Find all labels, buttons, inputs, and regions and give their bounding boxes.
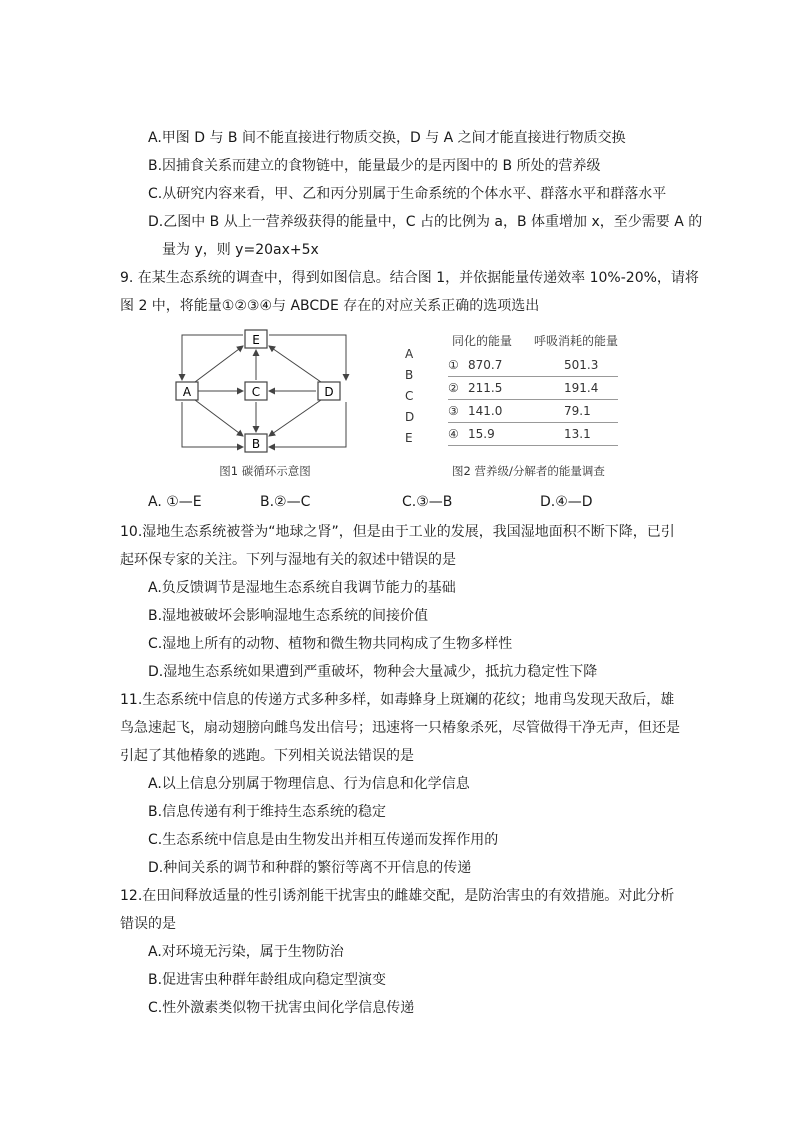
q8-option-a: A.甲图 D 与 B 间不能直接进行物质交换，D 与 A 之间才能直接进行物质交换: [148, 130, 626, 146]
node-e-label: E: [252, 333, 260, 347]
row-assimilated: 211.5: [468, 381, 503, 395]
table-row: [448, 423, 618, 446]
q12-option-a: A.对环境无污染，属于生物防治: [148, 944, 344, 960]
carbon-cycle-diagram: [170, 322, 360, 482]
node-a-label: A: [182, 385, 192, 399]
row-respiration: 501.3: [564, 358, 599, 372]
q9-stem-line1: 9. 在某生态系统的调查中，得到如图信息。结合图 1，并依据能量传递效率 10%-20%，请将: [120, 270, 699, 286]
fig2-letter-e: E: [405, 431, 413, 445]
fig2-letter-b: B: [405, 368, 414, 382]
fig2-caption: 图2 营养级/分解者的能量调查: [452, 464, 605, 478]
q9-answers: [148, 494, 668, 514]
header-assimilated: 同化的能量: [452, 334, 513, 348]
q12-option-b: B.促进害虫种群年龄组成向稳定型演变: [148, 972, 387, 988]
row-id: ④: [448, 427, 459, 441]
q11-option-c: C.生态系统中信息是由生物发出并相互传递而发挥作用的: [148, 832, 499, 848]
energy-table-header: [448, 332, 618, 354]
q9-figure: [170, 322, 640, 490]
q10-option-a: A.负反馈调节是湿地生态系统自我调节能力的基础: [148, 580, 456, 596]
q10-option-b: B.湿地被破坏会影响湿地生态系统的间接价值: [148, 608, 429, 624]
table-row: [448, 400, 618, 423]
q8-option-d-continuation: 量为 y，则 y=20ax+5x: [162, 242, 319, 258]
fig2-letter-d: D: [405, 410, 415, 424]
row-id: ②: [448, 381, 459, 395]
row-respiration: 191.4: [564, 381, 599, 395]
fig1-caption: 图1 碳循环示意图: [219, 464, 311, 478]
row-respiration: 79.1: [564, 404, 591, 418]
q9-answer-d: D.④—D: [540, 494, 593, 510]
q10-option-c: C.湿地上所有的动物、植物和微生物共同构成了生物多样性: [148, 636, 513, 652]
row-id: ③: [448, 404, 459, 418]
q12-option-c: C.性外激素类似物干扰害虫间化学信息传递: [148, 1000, 415, 1016]
table-row: [448, 377, 618, 400]
q8-option-c: C.从研究内容来看，甲、乙和丙分别属于生命系统的个体水平、群落水平和群落水平: [148, 186, 667, 202]
q9-answer-b: B.②—C: [260, 494, 311, 510]
q11-option-b: B.信息传递有利于维持生态系统的稳定: [148, 804, 387, 820]
q11-stem-line2: 鸟急速起飞，扇动翅膀向雌鸟发出信号；迅速将一只椿象杀死，尽管做得干净无声，但还是: [120, 720, 680, 736]
row-assimilated: 870.7: [468, 358, 503, 372]
q9-answer-a: A. ①—E: [148, 494, 202, 510]
q11-option-d: D.种间关系的调节和种群的繁衍等离不开信息的传递: [148, 860, 472, 876]
node-c-label: C: [251, 385, 261, 399]
node-b-label: B: [251, 437, 261, 451]
q10-option-d: D.湿地生态系统如果遭到严重破坏，物种会大量减少，抵抗力稳定性下降: [148, 664, 598, 680]
fig2-row-letters: [405, 344, 414, 449]
table-row: [448, 354, 618, 377]
q8-option-b: B.因捕食关系而建立的食物链中，能量最少的是丙图中的 B 所处的营养级: [148, 158, 601, 174]
q9-stem-line2: 图 2 中，将能量①②③④与 ABCDE 存在的对应关系正确的选项选出: [120, 298, 540, 314]
q10-stem-line2: 起环保专家的关注。下列与湿地有关的叙述中错误的是: [120, 552, 456, 568]
q10-stem-line1: 10.湿地生态系统被誉为“地球之肾”，但是由于工业的发展，我国湿地面积不断下降，已引: [120, 524, 675, 540]
q9-answer-c: C.③—B: [402, 494, 453, 510]
q12-stem-line1: 12.在田间释放适量的性引诱剂能干扰害虫的雌雄交配，是防治害虫的有效措施。对此分析: [120, 888, 675, 904]
row-respiration: 13.1: [564, 427, 591, 441]
q8-option-d: D.乙图中 B 从上一营养级获得的能量中，C 占的比例为 a，B 体重增加 x，至少需要 A 的: [148, 214, 703, 230]
fig2-letter-a: A: [405, 347, 414, 361]
node-d-label: D: [324, 385, 334, 399]
header-respiration: 呼吸消耗的能量: [534, 334, 619, 348]
row-assimilated: 15.9: [468, 427, 495, 441]
row-id: ①: [448, 358, 459, 372]
q11-stem-line3: 引起了其他椿象的逃跑。下列相关说法错误的是: [120, 748, 414, 764]
energy-table: [448, 332, 618, 446]
q11-option-a: A.以上信息分别属于物理信息、行为信息和化学信息: [148, 776, 470, 792]
q11-stem-line1: 11.生态系统中信息的传递方式多种多样，如毒蜂身上斑斓的花纹；地甫鸟发现天敌后，雄: [120, 692, 675, 708]
row-assimilated: 141.0: [468, 404, 503, 418]
q12-stem-line2: 错误的是: [120, 916, 176, 932]
fig2-letter-c: C: [405, 389, 414, 403]
